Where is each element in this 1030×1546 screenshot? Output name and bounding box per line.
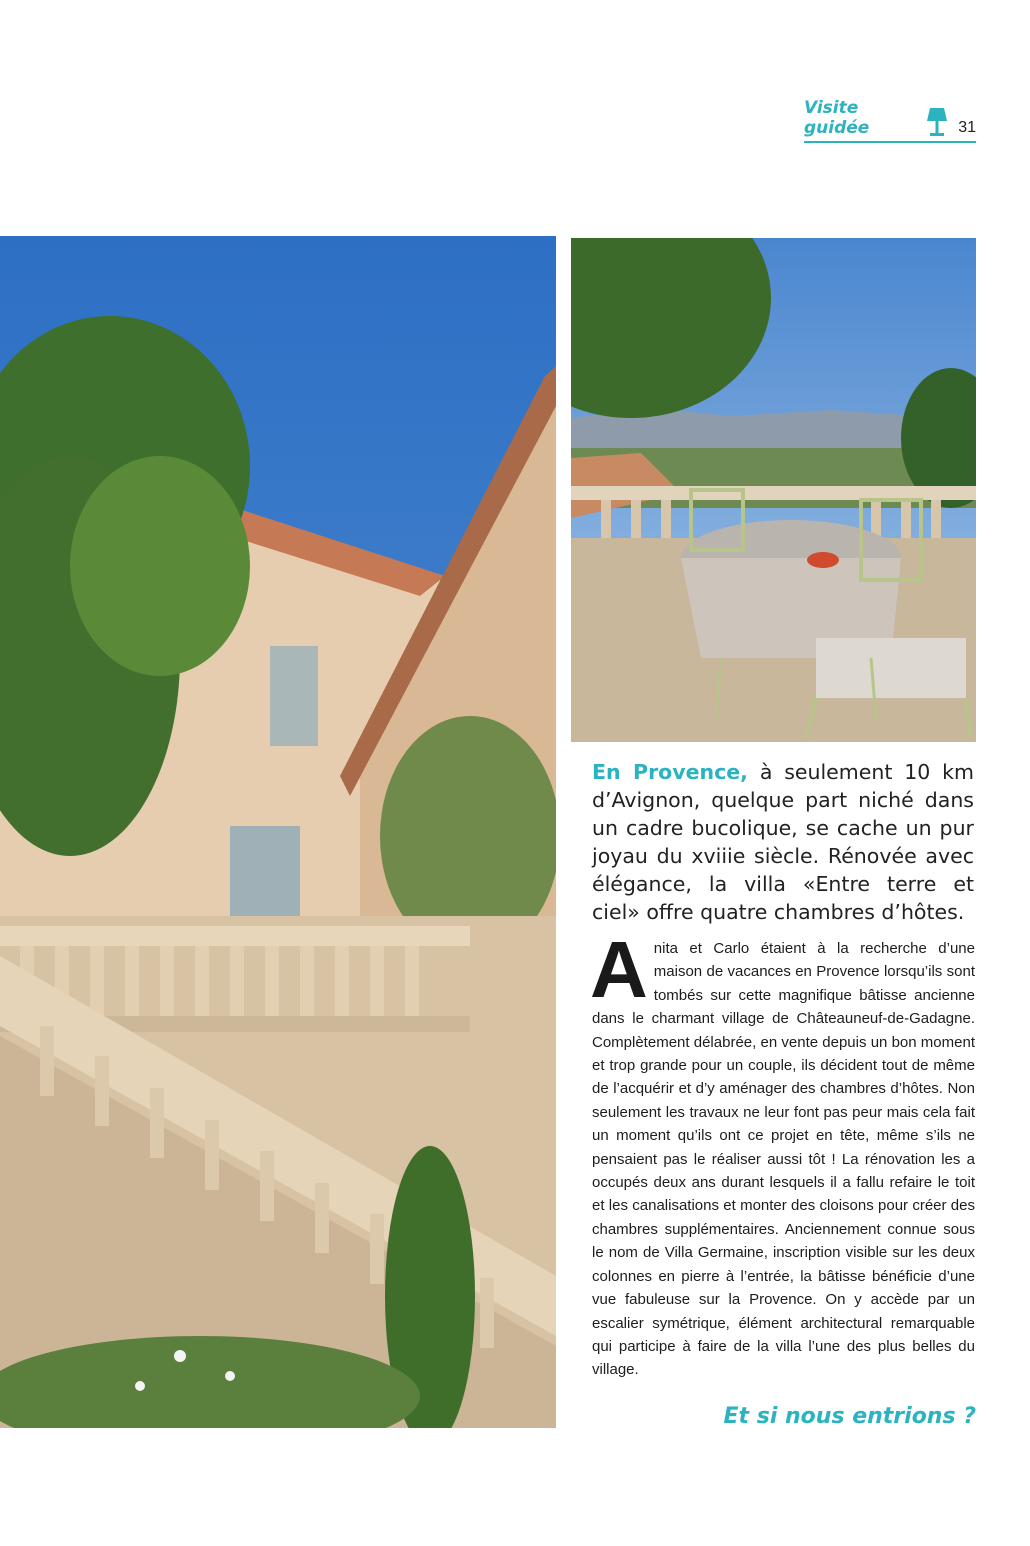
section-label: Visite guidée <box>804 98 870 138</box>
page-number: 31 <box>958 119 976 136</box>
lamp-icon <box>926 106 948 138</box>
lead-text: à seulement 10 km d’Avignon, quelque part niché dans un cadre bucolique, se cache un pur joyau du xviiie siècle. Rénovée avec élégance, la villa «Entre terre et ciel» offre quatre chambres d’hôtes. <box>592 760 974 924</box>
lead-paragraph <box>592 758 974 926</box>
body-paragraph <box>590 925 975 1382</box>
villa-staircase-photo <box>0 236 556 1428</box>
terrace-dining-photo <box>571 238 976 742</box>
page-header <box>804 98 976 143</box>
drop-cap: A <box>590 925 648 1014</box>
closing-line: Et si nous entrions ? <box>723 1404 976 1429</box>
lead-kicker: En Provence, <box>592 760 748 784</box>
body-text: nita et Carlo étaient à la recherche d’une maison de vacances en Provence lorsqu’ils sont tombés sur cette magnifique bâtisse ancienne dans le charmant village de Châteauneuf-de-Gadagne. Complètement délabrée, en vente depuis un bon moment et trop grande pour un couple, ils décident tout de même de l’acquérir et d’y aménager des chambres d’hôtes. Non seulement les travaux ne leur font pas peur mais cela fait un moment qu’ils ont ce projet en tête, même s’ils ne pensaient pas le réaliser aussi tôt ! La rénovation les a occupés deux ans durant lesquels il a fallu refaire le toit et les canalisations et monter des cloisons pour créer des chambres supplémentaires. Anciennement connue sous le nom de Villa Germaine, inscription visible sur les deux colonnes en pierre à l’entrée, la bâtisse bénéficie d’une vue fabuleuse sur la Provence. On y accède par un escalier symétrique, élément architectural remarquable qui participe à faire de la villa l’une des plus belles du village. <box>592 940 975 1379</box>
